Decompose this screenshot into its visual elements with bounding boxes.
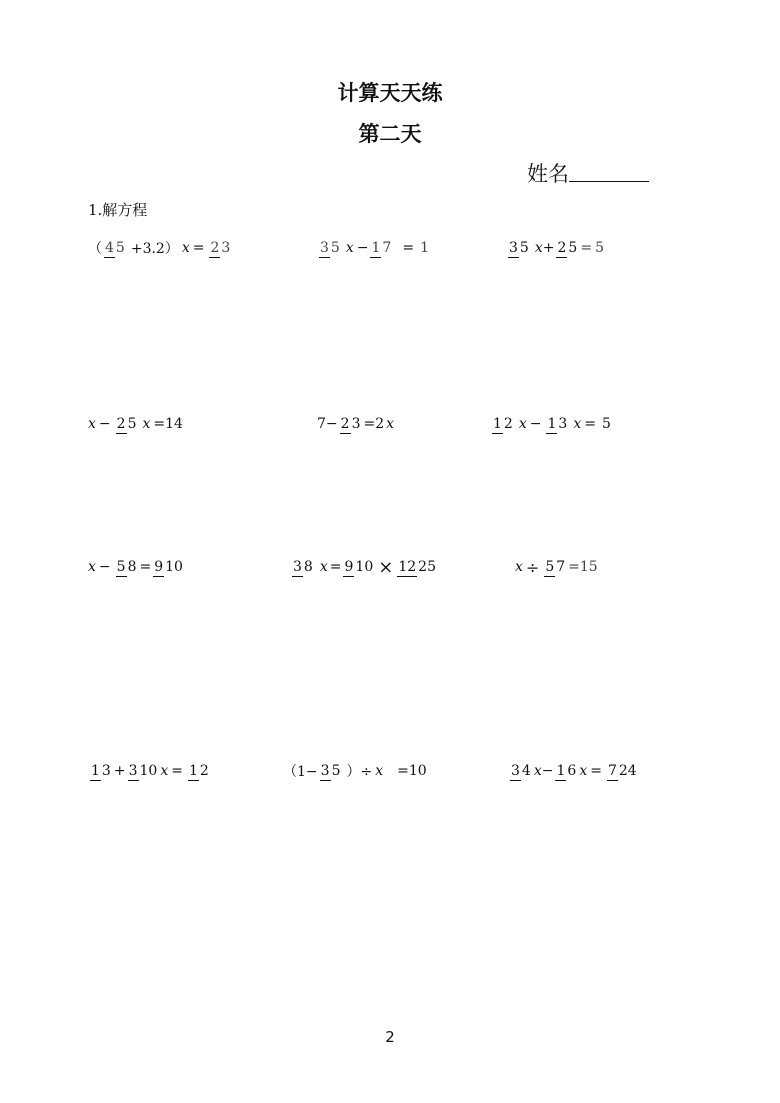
equation-7-minus: −	[98, 559, 111, 575]
equation-1-fraction-b	[209, 239, 231, 258]
equation-3-plus: +	[542, 240, 555, 256]
denominator: 7	[556, 558, 566, 575]
numerator: 3	[293, 558, 302, 575]
equation-3-rhs: 5	[595, 240, 604, 256]
equation-1-fraction-a	[104, 239, 126, 258]
equation-9	[515, 545, 598, 589]
equation-1-equals: =	[192, 240, 205, 256]
denominator: 5	[127, 415, 137, 432]
denominator: 5	[115, 239, 125, 256]
equation-5	[317, 402, 394, 446]
equation-4-fraction	[116, 415, 138, 434]
equation-10-fraction-a	[90, 762, 112, 781]
equation-6-equals: =	[584, 416, 596, 432]
equation-12-variable: x	[533, 763, 542, 779]
equation-2-rhs: 1	[420, 240, 429, 256]
numerator: 5	[545, 558, 555, 575]
denominator: 10	[165, 558, 183, 575]
equation-6-minus: −	[529, 416, 542, 432]
numerator: 3	[128, 762, 138, 779]
denominator: 3	[558, 415, 568, 432]
equation-3-fraction-b	[556, 239, 578, 258]
equation-6-fraction-b	[546, 415, 568, 434]
name-label: 姓名	[527, 162, 569, 186]
equation-3-equals: =	[580, 240, 593, 256]
numerator: 3	[511, 762, 520, 779]
numerator: 9	[154, 558, 164, 575]
equation-3-fraction-a	[508, 239, 530, 258]
equation-4-minus: −	[98, 416, 111, 432]
equation-12	[508, 749, 640, 793]
equation-10-variable: x	[160, 763, 169, 779]
denominator: 25	[418, 558, 436, 575]
equation-2	[317, 226, 432, 270]
numerator: 2	[210, 239, 220, 256]
numerator: 4	[105, 239, 114, 256]
denominator: 6	[567, 762, 577, 779]
equation-2-fraction-a	[319, 239, 341, 258]
equation-10-fraction-c	[188, 762, 210, 781]
equation-12-minus: −	[541, 763, 554, 779]
numerator: 1	[91, 762, 100, 779]
page-subtitle: 第二天	[358, 122, 422, 146]
equation-9-rhs: =15	[568, 559, 598, 575]
numerator: 3	[320, 762, 330, 779]
equation-3-variable: x	[534, 240, 543, 256]
numerator: 3	[509, 239, 518, 256]
equation-5-rhs: =2	[363, 416, 385, 432]
equation-10-equals: =	[171, 763, 183, 779]
denominator: 3	[101, 762, 111, 779]
equation-8-variable: x	[319, 559, 328, 575]
equation-12-fraction-c	[607, 762, 638, 781]
equation-5-lhs: 7−	[317, 416, 338, 432]
numerator: 2	[557, 239, 567, 256]
denominator: 8	[303, 558, 313, 575]
numerator: 1	[493, 415, 502, 432]
denominator: 2	[199, 762, 209, 779]
equation-11-variable: x	[375, 763, 384, 779]
equation-7-fraction-b	[153, 558, 184, 577]
denominator: 3	[221, 239, 231, 256]
equation-6-fraction-a	[492, 415, 514, 434]
equation-5-variable: x	[386, 416, 395, 432]
denominator: 4	[521, 762, 531, 779]
equation-4-variable: x	[88, 416, 96, 432]
equation-12-fraction-b	[555, 762, 577, 781]
denominator: 5	[331, 762, 341, 779]
equation-10-fraction-b	[128, 762, 159, 781]
section-label: 1.解方程	[88, 201, 148, 219]
equation-4	[88, 402, 183, 446]
equation-8-times: ×	[378, 556, 394, 578]
numerator: 7	[607, 762, 617, 779]
equation-11-fraction	[320, 762, 342, 781]
numerator: 1	[371, 239, 381, 256]
equation-2-fraction-b	[370, 239, 392, 258]
equation-1-variable: x	[181, 240, 190, 256]
equation-8-fraction-c	[397, 558, 437, 577]
equation-7-fraction-a	[116, 558, 138, 577]
equation-3	[506, 226, 607, 270]
equation-12-variable-2: x	[579, 763, 588, 779]
denominator: 5	[568, 239, 578, 256]
denominator: 24	[618, 762, 637, 779]
denominator: 7	[382, 239, 392, 256]
equation-1	[88, 226, 233, 270]
equation-9-divide: ÷	[525, 557, 540, 577]
equation-8-equals: =	[329, 559, 342, 575]
equation-8-fraction-a	[292, 558, 314, 577]
equation-7-variable: x	[88, 559, 96, 575]
denominator: 5	[519, 239, 529, 256]
numerator: 1	[547, 415, 557, 432]
numerator: 1	[556, 762, 566, 779]
equation-8	[290, 545, 439, 589]
equation-11	[283, 749, 427, 793]
equation-11-open: （1−	[283, 764, 318, 780]
equation-4-variable-2: x	[142, 416, 151, 432]
page-number: 2	[385, 1028, 395, 1046]
numerator: 1	[188, 762, 198, 779]
equation-11-rhs: =10	[397, 763, 427, 779]
denominator: 10	[355, 558, 374, 575]
equation-7-equals: =	[139, 559, 152, 575]
equation-10-plus: +	[113, 763, 126, 779]
denominator: 10	[139, 762, 158, 779]
numerator: 3	[320, 239, 329, 256]
equation-1-plus: +3.2）	[130, 241, 179, 257]
equation-12-equals: =	[590, 763, 602, 779]
name-blank-line	[569, 181, 649, 182]
numerator: 5	[116, 558, 126, 575]
numerator: 2	[340, 415, 350, 432]
equation-7	[88, 545, 186, 589]
equation-9-variable: x	[515, 559, 523, 575]
equation-6-variable-2: x	[573, 416, 582, 432]
equation-5-fraction	[340, 415, 362, 434]
denominator: 3	[351, 415, 361, 432]
equation-6-rhs: 5	[601, 416, 611, 432]
equation-1-open: （	[88, 241, 102, 257]
denominator: 8	[127, 558, 137, 575]
equation-2-minus: −	[356, 240, 369, 256]
equation-4-rhs: =14	[153, 416, 183, 432]
equation-6	[490, 402, 614, 446]
equation-8-fraction-b	[343, 558, 374, 577]
equation-10	[88, 749, 212, 793]
equation-12-fraction-a	[510, 762, 532, 781]
numerator: 2	[116, 415, 126, 432]
numerator: 12	[398, 558, 417, 575]
equation-9-fraction	[544, 558, 566, 577]
denominator: 2	[503, 415, 513, 432]
equation-6-variable: x	[518, 416, 527, 432]
page-title: 计算天天练	[337, 81, 443, 105]
equation-2-equals: =	[402, 240, 415, 256]
numerator: 9	[344, 558, 354, 575]
equation-11-close: ）÷	[346, 764, 373, 780]
denominator: 5	[330, 239, 340, 256]
equation-2-variable: x	[345, 240, 354, 256]
